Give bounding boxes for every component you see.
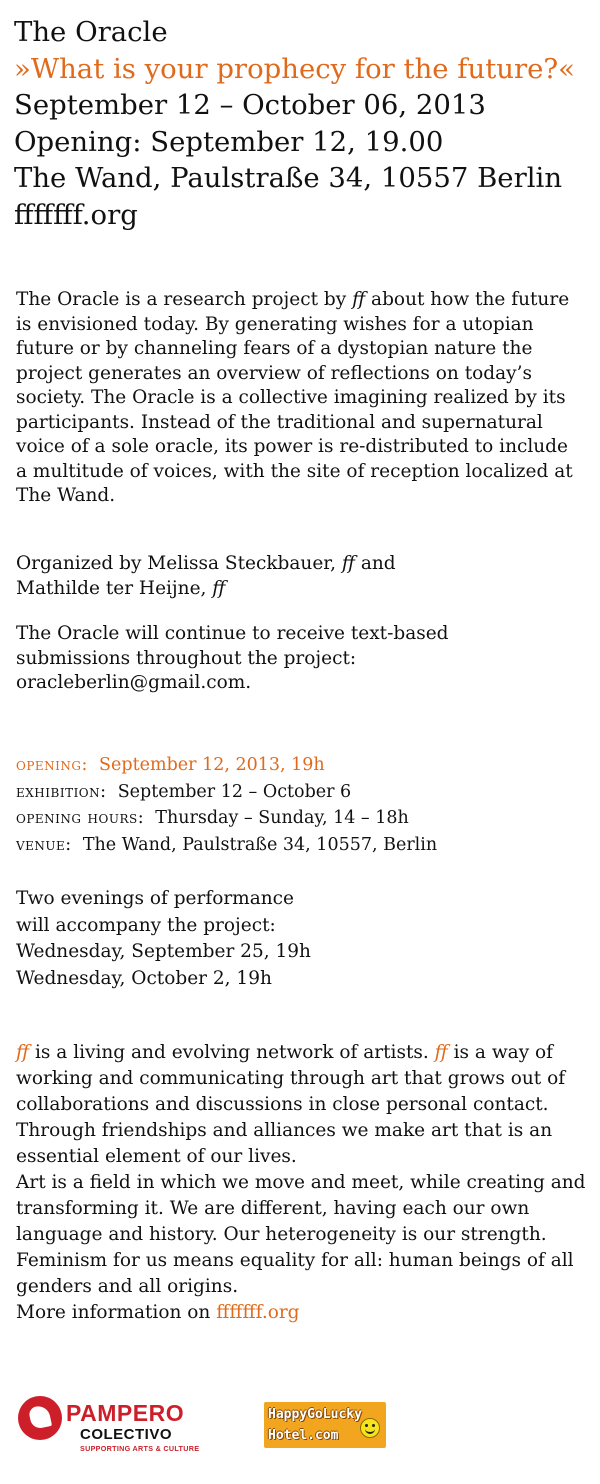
info-hours-row [16, 805, 437, 832]
ff-mark: ff [341, 553, 355, 574]
pampero-colectivo-logo[interactable] [18, 1396, 218, 1456]
pampero-tagline: SUPPORTING ARTS & CULTURE [80, 1444, 200, 1453]
sponsor-logos [18, 1392, 598, 1462]
pampero-name: PAMPERO [66, 1400, 185, 1426]
intro-text-b: about how the future is envisioned today. By generating wishes for a utopian future or by channeling fears of a dystopian nature the project generates an overview of reflections on today’s society. The Oracle is a collective imagining realized by its participants. Instead of the traditional and supernatural voice of a sole oracle, its power is re-distributed to include a multitude of voices, with the site of reception localized at The Wand. [16, 289, 573, 506]
submission-email-link[interactable]: oracleberlin@gmail.com. [16, 672, 252, 693]
organizers-text-c: Mathilde ter Heijne, [16, 577, 213, 599]
about-text: is a living and evolving network of artists. [29, 1042, 435, 1063]
event-title: The Oracle [14, 16, 168, 48]
event-subtitle: »What is your prophecy for the future?« [14, 52, 575, 85]
event-info-block [16, 752, 437, 858]
submissions-paragraph [16, 622, 576, 696]
website-link[interactable]: fffffff.org [14, 198, 138, 231]
ff-mark: ff [212, 577, 226, 599]
performances-line: will accompany the project: [16, 914, 276, 936]
organizers-paragraph [16, 552, 576, 601]
ff-mark: ff [434, 1042, 448, 1063]
more-info-text: More information on [16, 1302, 217, 1323]
info-venue-row [16, 832, 437, 859]
info-opening-row [16, 752, 437, 779]
about-text: Art is a field in which we move and meet, while creating and transforming it. We are different, having each our own language and history. Our heterogeneity is our strength. Feminism for us means equality for all: human beings of all genders and all origins. [16, 1172, 586, 1297]
info-exhibition-row [16, 779, 437, 806]
submissions-line: The Oracle will continue to receive text-based [16, 623, 449, 644]
performance-date: Wednesday, September 25, 19h [16, 941, 311, 962]
intro-paragraph [16, 288, 576, 509]
event-opening: Opening: September 12, 19.00 [14, 125, 444, 158]
info-label: opening: [16, 755, 88, 775]
event-venue: The Wand, Paulstraße 34, 10557 Berlin [14, 162, 563, 194]
about-text: is a way of working and communicating through art that grows out of collaborations and discussions in close personal contact. Through friendships and alliances we make art that is an essential element of our lives. [16, 1042, 566, 1167]
event-header [14, 14, 575, 233]
info-label: venue: [16, 834, 72, 855]
ff-mark: ff [16, 1042, 30, 1063]
ff-mark: ff [352, 289, 366, 310]
info-label: opening hours: [16, 808, 145, 828]
info-value: September 12 – October 6 [117, 781, 352, 802]
event-dates: September 12 – October 06, 2013 [14, 89, 486, 121]
pampero-emblem-icon [18, 1396, 62, 1440]
hgl-line: HappyGoLucky [268, 1407, 362, 1422]
organizers-text-a: Organized by Melissa Steckbauer, [16, 553, 342, 574]
happygolucky-hotel-logo[interactable] [264, 1402, 386, 1448]
hgl-line: Hotel.com [268, 1428, 339, 1443]
info-label: exhibition: [16, 781, 107, 802]
more-info-link[interactable]: fffffff.org [216, 1302, 300, 1323]
performances-line: Two evenings of performance [16, 888, 294, 909]
submissions-line: submissions throughout the project: [16, 647, 357, 669]
smiley-icon [360, 1418, 380, 1438]
performance-date: Wednesday, October 2, 19h [16, 967, 272, 989]
info-value: Thursday – Sunday, 14 – 18h [155, 808, 409, 828]
intro-text-a: The Oracle is a research project by [16, 289, 353, 310]
pampero-subtitle: COLECTIVO [80, 1426, 173, 1443]
organizers-text-b: and [354, 553, 396, 574]
performances-block [16, 886, 311, 992]
info-value: September 12, 2013, 19h [99, 755, 325, 775]
about-ff-paragraph [16, 1040, 586, 1326]
info-value: The Wand, Paulstraße 34, 10557, Berlin [82, 834, 438, 855]
